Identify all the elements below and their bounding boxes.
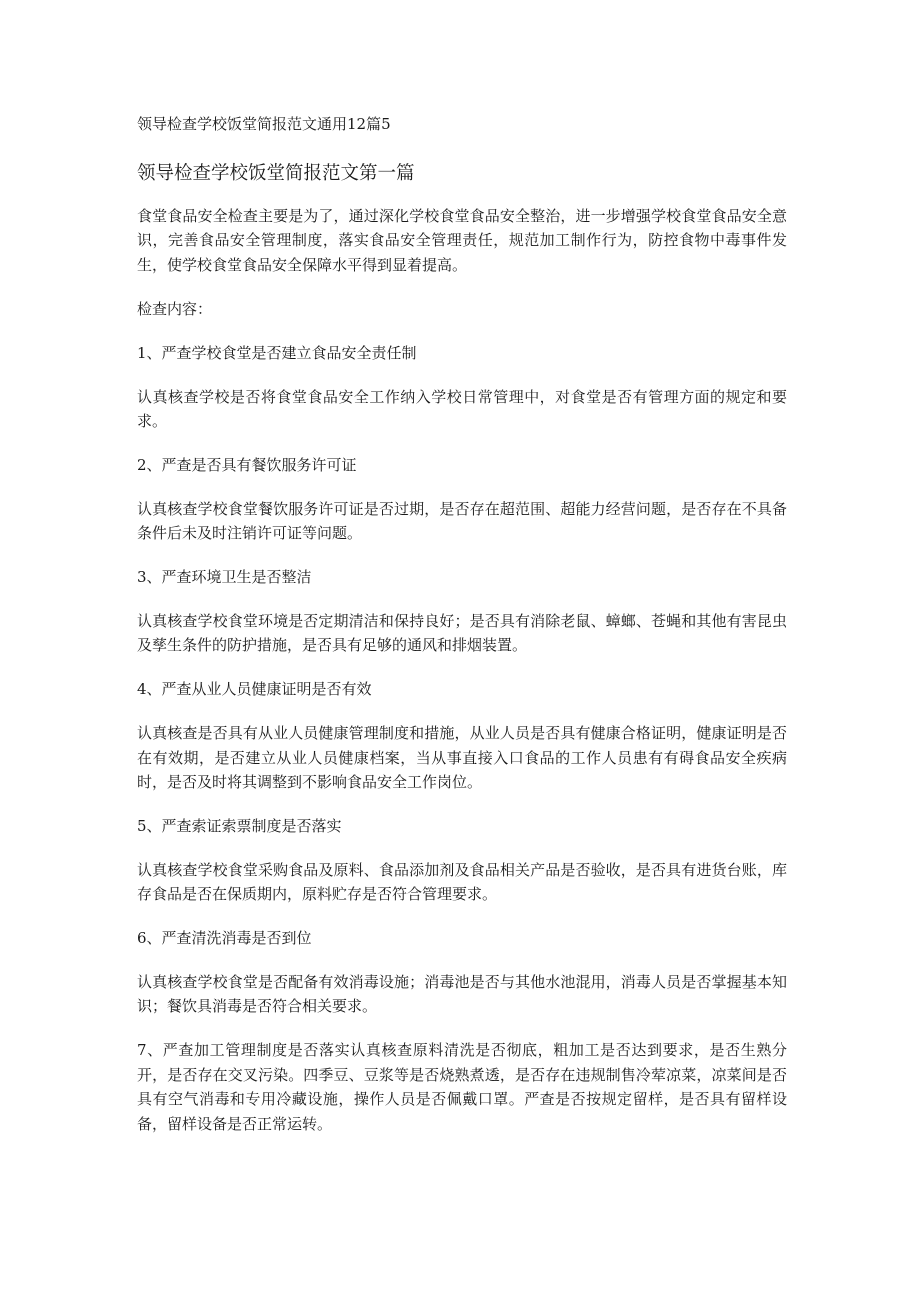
item-heading-5: 5、严查索证索票制度是否落实 [137,816,342,835]
item-heading-6: 6、严查清洗消毒是否到位 [137,929,312,948]
item-body-1: 认真核查学校是否将食堂食品安全工作纳入学校日常管理中，对食堂是否有管理方面的规定和要求。 [137,387,787,430]
item-heading-3: 3、严查环境卫生是否整洁 [137,568,312,587]
document-header: 领导检查学校饭堂简报范文通用12篇5 [137,115,391,133]
item-body-7: 7、严查加工管理制度是否落实认真核查原料清洗是否彻底，粗加工是否达到要求，是否生熟分开，是否存在交叉污染。四季豆、豆浆等是否烧熟煮透，是否存在违规制售冷荤凉菜，凉菜间是否具有空气消毒和专用冷藏设施，操作人员是否佩戴口罩。严查是否按规定留样，是否具有留样设备，留样设备是否正常运转。 [137,1041,787,1133]
document-title: 领导检查学校饭堂简报范文第一篇 [137,163,415,184]
item-body-4: 认真核查是否具有从业人员健康管理制度和措施，从业人员是否具有健康合格证明，健康证明是否在有效期，是否建立从业人员健康档案，当从事直接入口食品的工作人员患有有碍食品安全疾病时，是否及时将其调整到不影响食品安全工作岗位。 [137,724,787,791]
item-heading-2: 2、严查是否具有餐饮服务许可证 [137,455,357,474]
section-label: 检查内容： [137,299,213,318]
item-heading-1: 1、严查学校食堂是否建立食品安全责任制 [137,343,417,362]
item-body-5: 认真核查学校食堂采购食品及原料、食品添加剂及食品相关产品是否验收，是否具有进货台账，库存食品是否在保质期内，原料贮存是否符合管理要求。 [137,860,787,904]
intro-paragraph: 食堂食品安全检查主要是为了，通过深化学校食堂食品安全整治，进一步增强学校食堂食品安全意识，完善食品安全管理制度，落实食品安全管理责任，规范加工制作行为，防控食物中毒事件发生，使学校食堂食品安全保障水平得到显着提高。 [137,207,787,274]
item-heading-4: 4、严查从业人员健康证明是否有效 [137,680,372,699]
item-body-6: 认真核查学校食堂是否配备有效消毒设施；消毒池是否与其他水池混用，消毒人员是否掌握基本知识；餐饮具消毒是否符合相关要求。 [137,973,787,1016]
item-body-3: 认真核查学校食堂环境是否定期清洁和保持良好；是否具有消除老鼠、蟑螂、苍蝇和其他有害昆虫及孳生条件的防护措施，是否具有足够的通风和排烟装置。 [137,611,787,655]
item-body-2: 认真核查学校食堂餐饮服务许可证是否过期，是否存在超范围、超能力经营问题，是否存在不具备条件后未及时注销许可证等问题。 [137,499,787,543]
document-body [137,204,787,1155]
